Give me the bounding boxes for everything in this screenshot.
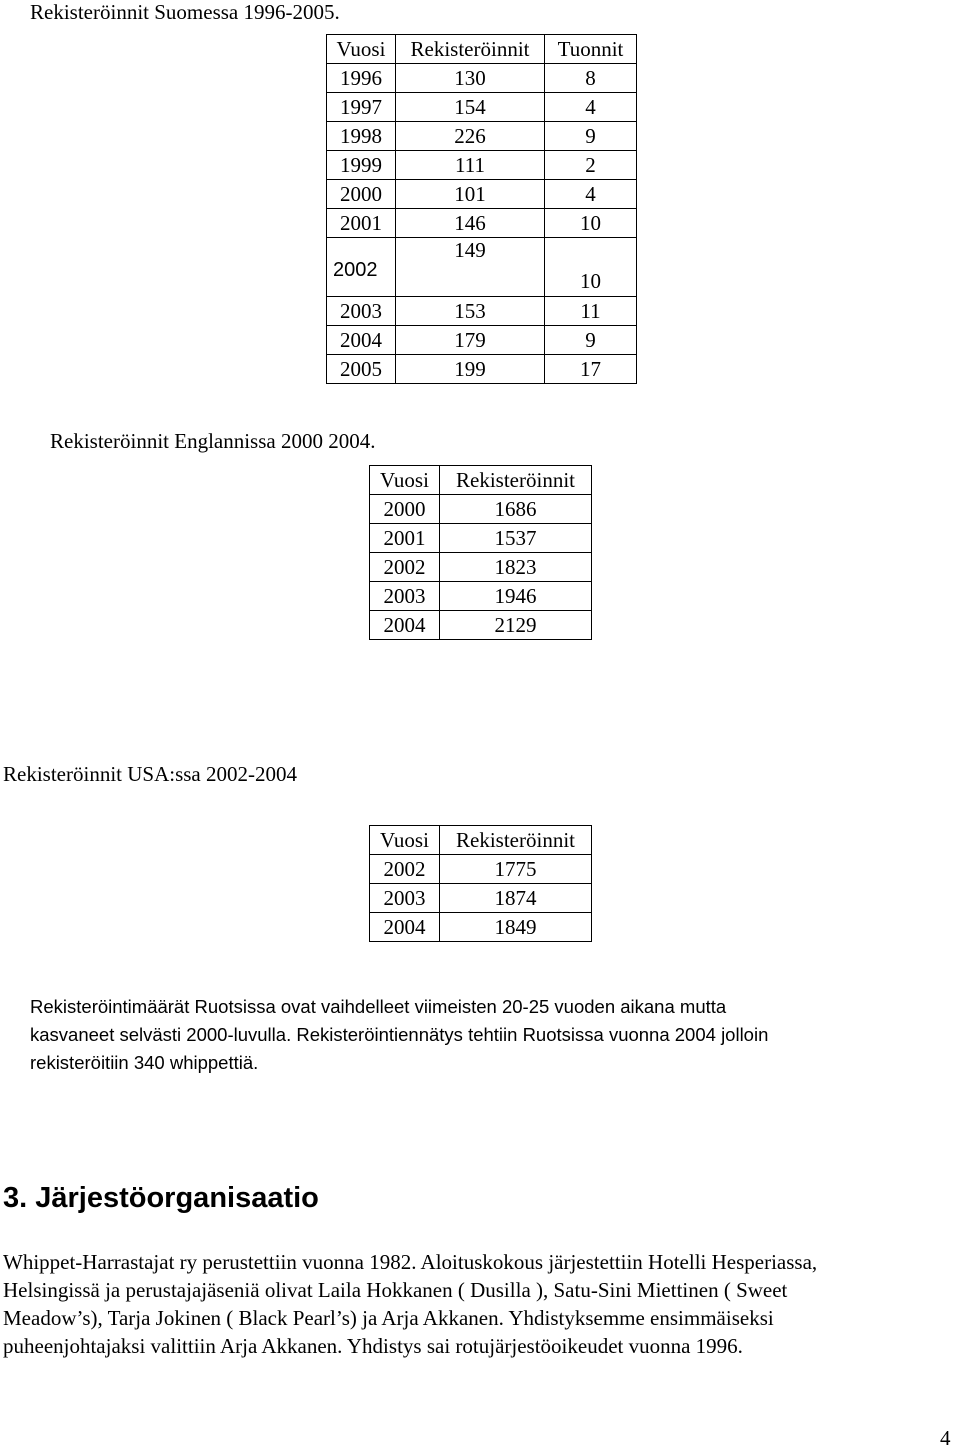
- year-cell: 2001: [370, 524, 440, 553]
- england-registrations-table: [369, 465, 592, 640]
- year-cell: 2005: [327, 355, 396, 384]
- section-heading: 3. Järjestöorganisaatio: [3, 1182, 319, 1214]
- paragraph-line: Meadow’s), Tarja Jokinen ( Black Pearl’s) ja Arja Akkanen. Yhdistyksemme ensimmäiseksi: [3, 1306, 774, 1330]
- paragraph-line: Helsingissä ja perustajajäseniä olivat Laila Hokkanen ( Dusilla ), Satu-Sini Miettinen ( Sweet: [3, 1278, 788, 1302]
- table-row: [370, 913, 592, 942]
- table-row: [327, 151, 637, 180]
- registrations-cell: 130: [396, 64, 545, 93]
- table-row: [327, 326, 637, 355]
- imports-cell: 10: [545, 209, 637, 238]
- header-cell: Rekisteröinnit: [440, 466, 592, 495]
- registrations-cell: 153: [396, 297, 545, 326]
- imports-cell: 4: [545, 180, 637, 209]
- registrations-cell: 101: [396, 180, 545, 209]
- paragraph-line: rekisteröitiin 340 whippettiä.: [30, 1052, 259, 1073]
- header-cell: Tuonnit: [545, 35, 637, 64]
- sweden-paragraph: [30, 993, 768, 1077]
- table-row: [370, 553, 592, 582]
- registrations-cell: 1775: [440, 855, 592, 884]
- table-row: [327, 122, 637, 151]
- imports-cell: 9: [545, 326, 637, 355]
- table1-caption: Rekisteröinnit Suomessa 1996-2005.: [30, 0, 340, 24]
- registrations-cell: 1823: [440, 553, 592, 582]
- paragraph-line: puheenjohtajaksi valittiin Arja Akkanen. Yhdistys sai rotujärjestöoikeudet vuonna 1996.: [3, 1334, 743, 1358]
- table-row: [327, 180, 637, 209]
- imports-cell: 17: [545, 355, 637, 384]
- imports-cell: 10: [545, 238, 637, 297]
- registrations-cell: 199: [396, 355, 545, 384]
- table3-caption: Rekisteröinnit USA:ssa 2002-2004: [3, 762, 297, 786]
- registrations-cell: 1849: [440, 913, 592, 942]
- table-row: [370, 611, 592, 640]
- year-cell: 2003: [370, 884, 440, 913]
- year-cell: 2003: [370, 582, 440, 611]
- finland-registrations-table: [326, 34, 637, 384]
- year-cell: 2001: [327, 209, 396, 238]
- registrations-cell: 179: [396, 326, 545, 355]
- section-body: [3, 1248, 817, 1360]
- year-cell: 2004: [370, 913, 440, 942]
- header-cell: Vuosi: [370, 466, 440, 495]
- year-cell: 1997: [327, 93, 396, 122]
- registrations-cell: 154: [396, 93, 545, 122]
- paragraph-line: Rekisteröintimäärät Ruotsissa ovat vaihdelleet viimeisten 20-25 vuoden aikana mutta: [30, 996, 727, 1017]
- table2-caption: Rekisteröinnit Englannissa 2000 2004.: [50, 429, 376, 453]
- year-cell: 2003: [327, 297, 396, 326]
- imports-cell: 2: [545, 151, 637, 180]
- year-cell: 2002: [370, 553, 440, 582]
- paragraph-line: kasvaneet selvästi 2000-luvulla. Rekisteröintiennätys tehtiin Ruotsissa vuonna 2004 jolloin: [30, 1024, 769, 1045]
- registrations-cell: 149: [396, 238, 545, 297]
- year-cell: 2004: [327, 326, 396, 355]
- table-row: [370, 582, 592, 611]
- table-row: [370, 884, 592, 913]
- imports-cell: 4: [545, 93, 637, 122]
- registrations-cell: 146: [396, 209, 545, 238]
- year-cell: 1998: [327, 122, 396, 151]
- usa-registrations-table: [369, 825, 592, 942]
- header-cell: Vuosi: [370, 826, 440, 855]
- registrations-cell: 1874: [440, 884, 592, 913]
- imports-cell: 11: [545, 297, 637, 326]
- imports-cell: 8: [545, 64, 637, 93]
- year-cell: 2004: [370, 611, 440, 640]
- header-cell: Rekisteröinnit: [440, 826, 592, 855]
- year-cell: 2000: [327, 180, 396, 209]
- table-row: [327, 297, 637, 326]
- registrations-cell: 2129: [440, 611, 592, 640]
- table-row: [370, 495, 592, 524]
- registrations-cell: 1537: [440, 524, 592, 553]
- year-cell: 1999: [327, 151, 396, 180]
- table-row: [327, 209, 637, 238]
- table-row: [327, 355, 637, 384]
- registrations-cell: 1946: [440, 582, 592, 611]
- table-row: [370, 524, 592, 553]
- header-cell: Vuosi: [327, 35, 396, 64]
- registrations-cell: 1686: [440, 495, 592, 524]
- registrations-cell: 226: [396, 122, 545, 151]
- table-header-row: [327, 35, 637, 64]
- year-cell: 2000: [370, 495, 440, 524]
- table-header-row: [370, 466, 592, 495]
- paragraph-line: Whippet-Harrastajat ry perustettiin vuonna 1982. Aloituskokous järjestettiin Hotelli Hesperiassa,: [3, 1250, 818, 1274]
- imports-cell: 9: [545, 122, 637, 151]
- table-row: [327, 64, 637, 93]
- year-cell: 2002: [327, 238, 396, 297]
- table-row: [370, 855, 592, 884]
- year-cell: 2002: [370, 855, 440, 884]
- registrations-cell: 111: [396, 151, 545, 180]
- page-number: 4: [940, 1426, 951, 1450]
- year-cell: 1996: [327, 64, 396, 93]
- header-cell: Rekisteröinnit: [396, 35, 545, 64]
- table-row: [327, 93, 637, 122]
- table-header-row: [370, 826, 592, 855]
- table-row: [327, 238, 637, 297]
